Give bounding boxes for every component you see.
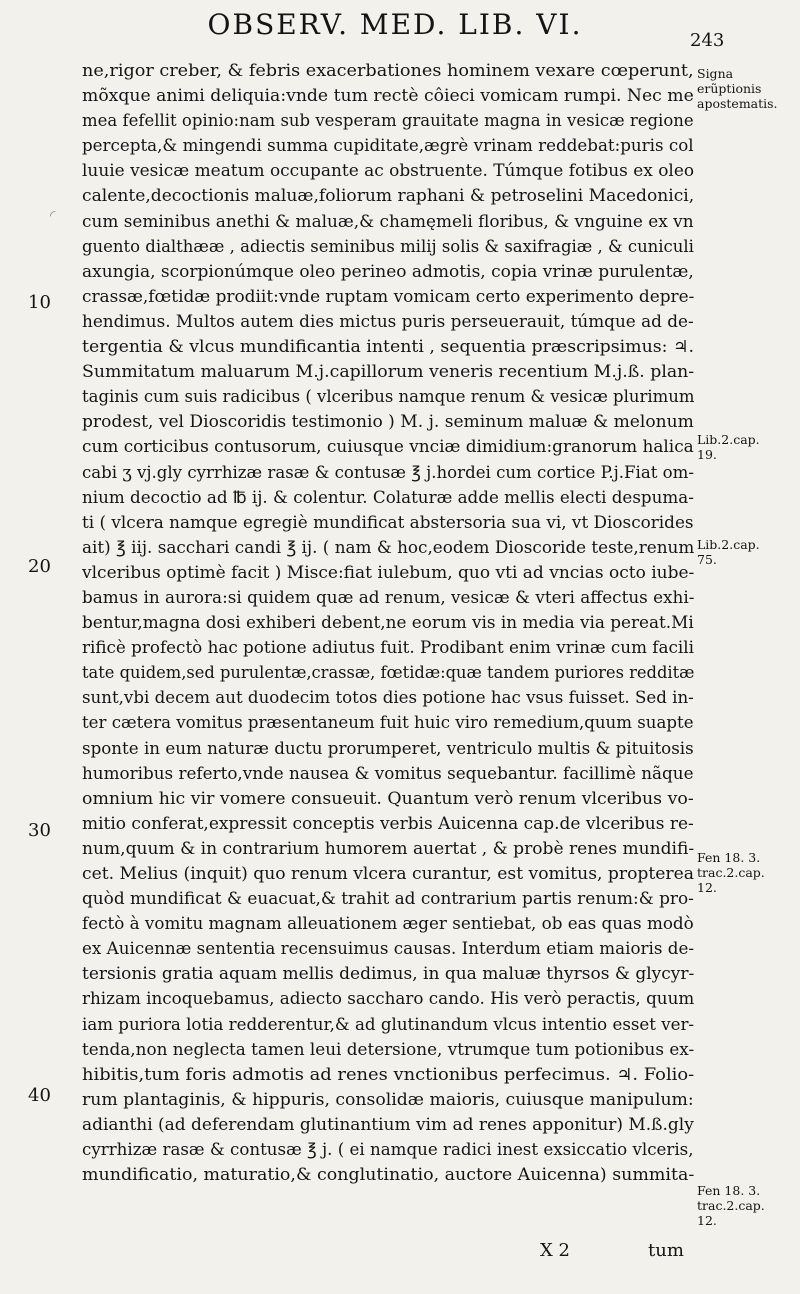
text-line: ait) ℥ iij. sacchari candi ℥ ij. ( nam & hoc,eodem Dioscoride teste,renum <box>82 537 694 557</box>
text-line: tersionis gratia aquam mellis dedimus, in qua maluæ thyrsos & glycyr- <box>82 964 695 984</box>
text-line: vlceribus optimè facit ) Misce:fiat iulebum, quo vti ad vncias octo iube- <box>82 562 695 582</box>
text-line: taginis cum suis radicibus ( vlceribus namque renum & vesicæ plurimum <box>82 387 694 407</box>
text-line: hendimus. Multos autem dies mictus puris perseuerauit, túmque ad de- <box>82 311 694 331</box>
catchword: tum <box>648 1240 684 1261</box>
text-line: cet. Melius (inquit) quo renum vlcera curantur, est vomitus, propterea <box>82 864 695 883</box>
text-line: tate quidem,sed purulentæ,crassæ, fœtidæ:quæ tandem puriores redditæ <box>82 663 694 683</box>
text-line: bamus in aurora:si quidem quæ ad renum, vesicæ & vteri affectus exhi- <box>82 587 694 607</box>
text-line: fectò à vomitu magnam alleuationem æger sentiebat, ob eas quas modò <box>82 914 694 934</box>
text-line: crassæ,fœtidæ prodiit:vnde ruptam vomicam certo experimento depre- <box>82 286 694 306</box>
text-line: cabi ʒ vj.gly cyrrhizæ rasæ & contusæ ℥ j.hordei cum cortice P.j.Fiat om- <box>82 462 694 482</box>
signature-mark: X 2 <box>540 1240 570 1261</box>
text-line: axungia, scorpionúmque oleo perineo admotis, copia vrinæ purulentæ, <box>82 261 694 281</box>
text-line: rum plantaginis, & hippuris, consolidæ maioris, cuiusque manipulum: <box>82 1089 694 1109</box>
text-line: ne,rigor creber, & febris exacerbationes hominem vexare cœperunt, <box>82 61 694 80</box>
text-line: percepta,& mingendi summa cupiditate,ægrè vrinam reddebat:puris col <box>82 136 694 156</box>
text-line: ex Auicennæ sententia recensuimus causas. Interdum etiam maioris de- <box>82 939 694 959</box>
ink-speck: ◜ <box>50 208 56 224</box>
text-line: sponte in eum naturæ ductu prorumperet, ventriculo multis & pituitosis <box>82 738 694 758</box>
text-line: rhizam incoquebamus, adiecto saccharo cando. His verò peractis, quum <box>82 989 694 1009</box>
margin-note: Signa erũptionis apostematis. <box>697 66 778 111</box>
text-line: cum corticibus contusorum, cuiusque vnciæ dimidium:granorum halica <box>82 437 694 457</box>
text-line: num,quum & in contrarium humorem auertat , & probè renes mundifi- <box>82 838 694 858</box>
line-number: 40 <box>28 1085 51 1106</box>
body-text <box>82 58 694 1187</box>
line-number: 30 <box>28 820 51 841</box>
text-line: quòd mundificat & euacuat,& trahit ad contrarium partis renum:& pro- <box>82 889 694 909</box>
margin-note: Lib.2.cap. 19. <box>697 432 760 462</box>
text-line: bentur,magna dosi exhiberi debent,ne eorum vis in media via pereat.Mi <box>82 613 694 633</box>
text-line: mõxque animi deliquia:vnde tum rectè côieci vomicam rumpi. Nec me <box>82 86 694 106</box>
text-line: Summitatum maluarum M.j.capillorum veneris recentium M.j.ß. plan- <box>82 362 694 382</box>
running-head: OBSERV. MED. LIB. VI. <box>207 8 583 41</box>
text-line: hibitis,tum foris admotis ad renes vnctionibus perfecimus. ♃. Folio- <box>82 1064 694 1084</box>
text-line: luuie vesicæ meatum occupante ac obstruente. Túmque fotibus ex oleo <box>82 161 694 181</box>
text-line: ter cætera vomitus præsentaneum fuit huic viro remedium,quum suapte <box>82 713 694 733</box>
margin-note: Fen 18. 3. trac.2.cap. 12. <box>697 1183 765 1228</box>
text-line: adianthi (ad deferendam glutinantium vim ad renes apponitur) M.ß.gly <box>82 1114 694 1134</box>
line-number: 20 <box>28 556 51 577</box>
text-line: rificè profectò hac potione adiutus fuit. Prodibant enim vrinæ cum facili <box>82 638 694 658</box>
text-line: mea fefellit opinio:nam sub vesperam grauitate magna in vesicæ regione <box>82 111 694 131</box>
margin-note: Fen 18. 3. trac.2.cap. 12. <box>697 850 765 895</box>
text-line: tenda,non neglecta tamen leui detersione, vtrumque tum potionibus ex- <box>82 1039 694 1059</box>
text-line: cum seminibus anethi & maluæ,& chamęmeli floribus, & vnguine ex vn <box>82 211 694 231</box>
text-line: omnium hic vir vomere consueuit. Quantum verò renum vlceribus vo- <box>82 788 694 808</box>
text-line: humoribus referto,vnde nausea & vomitus sequebantur. facillimè nãque <box>82 763 694 783</box>
text-line: sunt,vbi decem aut duodecim totos dies potione hac vsus fuisset. Sed in- <box>82 688 694 708</box>
text-line: calente,decoctionis maluæ,foliorum raphani & petroselini Macedonici, <box>82 186 694 206</box>
text-line: mundificatio, maturatio,& conglutinatio, auctore Auicenna) summita- <box>82 1165 694 1185</box>
text-line: iam puriora lotia redderentur,& ad glutinandum vlcus intentio esset ver- <box>82 1014 694 1034</box>
text-line: ti ( vlcera namque egregiè mundificat abstersoria sua vi, vt Dioscorides <box>82 512 694 532</box>
line-number: 10 <box>28 292 51 313</box>
page-number: 243 <box>690 30 725 51</box>
margin-note: Lib.2.cap. 75. <box>697 537 760 567</box>
text-line: prodest, vel Dioscoridis testimonio ) M. j. seminum maluæ & melonum <box>82 412 694 432</box>
text-line: guento dialthææ , adiectis seminibus milij solis & saxifragiæ , & cuniculi <box>82 236 694 256</box>
text-line: mitio conferat,expressit conceptis verbis Auicenna cap.de vlceribus re- <box>82 813 694 833</box>
text-line: nium decoctio ad ℔ ij. & colentur. Colaturæ adde mellis electi despuma- <box>82 487 694 507</box>
text-line: tergentia & vlcus mundificantia intenti , sequentia præscripsimus: ♃. <box>82 337 694 357</box>
text-line: cyrrhizæ rasæ & contusæ ℥ j. ( ei namque radici inest exsiccatio vlceris, <box>82 1140 694 1160</box>
